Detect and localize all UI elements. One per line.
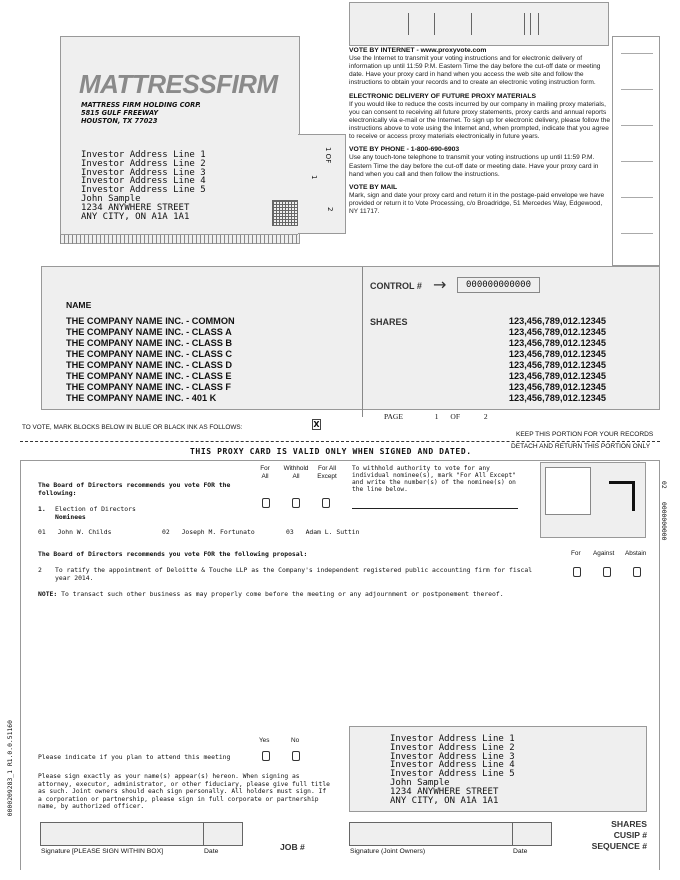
vote-instructions [349, 47, 611, 216]
col-withhold-2: All [292, 473, 300, 480]
signature-label: Signature [PLEASE SIGN WITHIN BOX] [41, 848, 164, 855]
company-class-name: THE COMPANY NAME INC. - CLASS F [66, 382, 232, 392]
side-code-1: 02 [660, 481, 668, 489]
page-of: OF [450, 412, 460, 421]
investor-address-block [81, 151, 206, 221]
checkbox-attend-yes[interactable] [262, 751, 270, 761]
nominee-1-name: John W. Childs [57, 528, 112, 536]
share-amount: 123,456,789,012.12345 [508, 382, 606, 392]
item2-text: To ratify the appointment of Deloitte & Touche LLP as the Company's independent registered public accounting firm for fiscal year 2014. [55, 566, 533, 582]
col-against: Against [593, 550, 615, 557]
perforation-line [20, 441, 660, 442]
right-labels [560, 819, 647, 852]
page-total: 2 [483, 412, 488, 421]
left-margin-code: 0000209283_1 R1.0.0.51160 [6, 720, 14, 817]
address-line: Investor Address Line 5 [81, 185, 206, 196]
nominee-1 [38, 528, 111, 536]
page-indicator [384, 412, 488, 421]
vote-method-title: VOTE BY INTERNET - www.proxyvote.com [349, 47, 487, 54]
item1-title: Election of Directors [55, 505, 136, 513]
nominee-3 [286, 528, 359, 536]
job-label: JOB # [280, 842, 305, 852]
checkbox-for-all[interactable] [262, 498, 270, 508]
vote-method-body: Use any touch-tone telephone to transmit your voting instructions up until 11:59 P.M. Eastern Time the day before the cut-off date or meeting date. Have your proxy card in hand when you call and then follow the instructions. [349, 154, 599, 178]
company-name-list [66, 316, 235, 404]
arrow-right-icon: → [433, 275, 447, 294]
control-label: CONTROL # [370, 281, 422, 291]
checkbox-for-all-except[interactable] [322, 498, 330, 508]
nominee-3-num: 03 [286, 528, 294, 536]
company-class-name: THE COMPANY NAME INC. - 401 K [66, 393, 217, 403]
side-one: 1 [310, 175, 318, 180]
registration-grid [272, 200, 298, 226]
no-label: No [291, 737, 300, 744]
col-for-all-1: For [260, 465, 270, 472]
sequence-label: SEQUENCE # [591, 841, 647, 851]
withhold-instruction: To withhold authority to vote for any individual nominee(s), mark "For All Except" and write the number(s) of the nominee(s) on the line below. [352, 465, 516, 493]
board-rec-1: The Board of Directors recommends you vote FOR the following: [38, 481, 231, 497]
address-line: 1234 ANYWHERE STREET [390, 786, 499, 797]
col-withhold-1: Withhold [283, 465, 309, 472]
date-label: Date [204, 848, 219, 855]
share-amount: 123,456,789,012.12345 [508, 327, 606, 337]
address-window [60, 36, 300, 244]
share-amount: 123,456,789,012.12345 [508, 360, 606, 370]
nominee-1-num: 01 [38, 528, 46, 536]
address-line: Investor Address Line 2 [81, 158, 206, 169]
nominees-label: Nominees [55, 513, 86, 521]
address-line: ANY CITY, ON A1A 1A1 [81, 211, 190, 222]
company-class-name: THE COMPANY NAME INC. - COMMON [66, 316, 235, 326]
address-line: ANY CITY, ON A1A 1A1 [390, 795, 499, 806]
joint-date-label: Date [513, 848, 528, 855]
corner-mark [609, 481, 635, 511]
company-class-name: THE COMPANY NAME INC. - CLASS B [66, 338, 233, 348]
address-line: John Sample [81, 193, 141, 204]
side-page-of: 1 OF [324, 147, 332, 164]
company-address-1: 5815 GULF FREEWAY [81, 109, 159, 117]
joint-date-box[interactable] [512, 822, 552, 846]
shares-code-label: SHARES [611, 819, 647, 829]
item1-num: 1. [38, 505, 46, 513]
share-amount: 123,456,789,012.12345 [508, 371, 606, 381]
signature-box[interactable] [40, 822, 204, 846]
company-class-name: THE COMPANY NAME INC. - CLASS A [66, 327, 232, 337]
share-amount: 123,456,789,012.12345 [508, 393, 606, 403]
checkbox-prop2-against[interactable] [603, 567, 611, 577]
address-line: Investor Address Line 5 [390, 769, 515, 780]
company-class-name: THE COMPANY NAME INC. - CLASS E [66, 371, 232, 381]
joint-signature-box[interactable] [349, 822, 513, 846]
detach-portion: DETACH AND RETURN THIS PORTION ONLY [511, 443, 651, 450]
page-label: PAGE [384, 412, 403, 421]
checkbox-prop2-for[interactable] [573, 567, 581, 577]
address-line: John Sample [390, 777, 450, 788]
control-number: 000000000000 [457, 277, 540, 293]
nominee-2 [162, 528, 255, 536]
envelope-side-panel [298, 134, 346, 234]
col-abstain: Abstain [625, 550, 647, 557]
investor-address-block-bottom [390, 735, 515, 805]
checkbox-withhold-all[interactable] [292, 498, 300, 508]
board-rec-2: The Board of Directors recommends you vote FOR the following proposal: [38, 550, 308, 558]
mark-instruction: TO VOTE, MARK BLOCKS BELOW IN BLUE OR BLACK INK AS FOLLOWS: [22, 424, 243, 431]
company-class-name: THE COMPANY NAME INC. - CLASS C [66, 349, 233, 359]
side-two: 2 [326, 207, 334, 212]
vote-method-body: Use the Internet to transmit your voting instructions and for electronic delivery of information up until 11:59 P.M. Eastern Time the day before the cut-off date or meeting date. Have your proxy card in hand when you access the web site and follow the instructions to obtain your records and to create an electronic voting instruction form. [349, 55, 601, 87]
write-in-line[interactable] [352, 508, 518, 509]
joint-signature-label: Signature (Joint Owners) [350, 848, 426, 855]
share-amount: 123,456,789,012.12345 [508, 316, 606, 326]
checkbox-prop2-abstain[interactable] [633, 567, 641, 577]
address-line: Investor Address Line 2 [390, 742, 515, 753]
shares-list [442, 316, 606, 404]
item2-num: 2 [38, 566, 42, 574]
investor-address-box-bottom [349, 726, 647, 812]
attend-text: Please indicate if you plan to attend this meeting [38, 753, 231, 761]
share-amount: 123,456,789,012.12345 [508, 338, 606, 348]
vote-method-title: VOTE BY MAIL [349, 183, 398, 191]
registration-box [540, 462, 646, 538]
nominee-2-num: 02 [162, 528, 170, 536]
ruler-marks [60, 234, 298, 244]
share-amount: 123,456,789,012.12345 [508, 349, 606, 359]
name-header: NAME [66, 300, 92, 310]
vote-method-title: VOTE BY PHONE - 1-800-690-6903 [349, 146, 460, 154]
sign-instructions: Please sign exactly as your name(s) appear(s) hereon. When signing as attorney, executor, administrator, or other fiduciary, please give full title as such. Joint owners should each sign personally. All holders must sign. If a corporation or partnership, please sign in full corporate or partnership name, by authorized officer. [38, 773, 330, 811]
address-line: Investor Address Line 4 [390, 760, 515, 771]
company-address-2: HOUSTON, TX 77023 [81, 117, 158, 125]
address-line: Investor Address Line 1 [390, 734, 515, 744]
page-num: 1 [434, 412, 439, 421]
shares-label: SHARES [370, 317, 408, 327]
col-for: For [571, 550, 581, 557]
side-code-2: 0000000000 [660, 502, 668, 541]
cusip-label: CUSIP # [613, 830, 647, 840]
vote-method-title: ELECTRONIC DELIVERY OF FUTURE PROXY MATERIALS [349, 92, 537, 100]
date-box[interactable] [203, 822, 243, 846]
note-text: To transact such other business as may properly come before the meeting or any adjournment or postponement thereof. [61, 590, 504, 598]
holdings-panel [41, 266, 660, 421]
address-line: Investor Address Line 1 [81, 150, 206, 160]
col-except-2: Except [317, 473, 337, 480]
col-for-all-2: All [261, 473, 269, 480]
note-label: NOTE: [38, 590, 58, 598]
address-line: Investor Address Line 4 [81, 176, 206, 187]
checkbox-attend-no[interactable] [292, 751, 300, 761]
valid-notice: THIS PROXY CARD IS VALID ONLY WHEN SIGNED AND DATED. [190, 447, 472, 456]
address-line: Investor Address Line 3 [390, 751, 515, 762]
right-edge-tab [612, 36, 660, 266]
nominee-2-name: Joseph M. Fortunato [181, 528, 255, 536]
address-line: Investor Address Line 3 [81, 167, 206, 178]
company-name: MATTRESS FIRM HOLDING CORP. [81, 101, 201, 109]
company-logo: MATTRESSFIRM [79, 69, 278, 99]
mark-example-box: X [313, 420, 320, 429]
nominee-3-name: Adam L. Suttin [305, 528, 360, 536]
keep-portion: KEEP THIS PORTION FOR YOUR RECORDS [516, 431, 654, 438]
vote-method-body: If you would like to reduce the costs incurred by our company in mailing proxy materials, you can consent to receiving all future proxy statements, proxy cards and annual reports electronically via e-mail or the Internet. To sign up for electronic delivery, please follow the instructions above to vote using the Internet and, when prompted, indicate that you agree to receive or access proxy materials electronically in future years. [349, 100, 611, 141]
address-line: 1234 ANYWHERE STREET [81, 202, 190, 213]
note-line [38, 590, 504, 598]
col-except-1: For All [317, 465, 337, 472]
yes-label: Yes [259, 737, 270, 744]
company-class-name: THE COMPANY NAME INC. - CLASS D [66, 360, 233, 370]
barcode-box [349, 2, 609, 46]
vote-method-body: Mark, sign and date your proxy card and return it in the postage-paid envelope we have provided or return it to Vote Processing, c/o Broadridge, 51 Mercedes Way, Edgewood, NY 11717. [349, 191, 605, 216]
